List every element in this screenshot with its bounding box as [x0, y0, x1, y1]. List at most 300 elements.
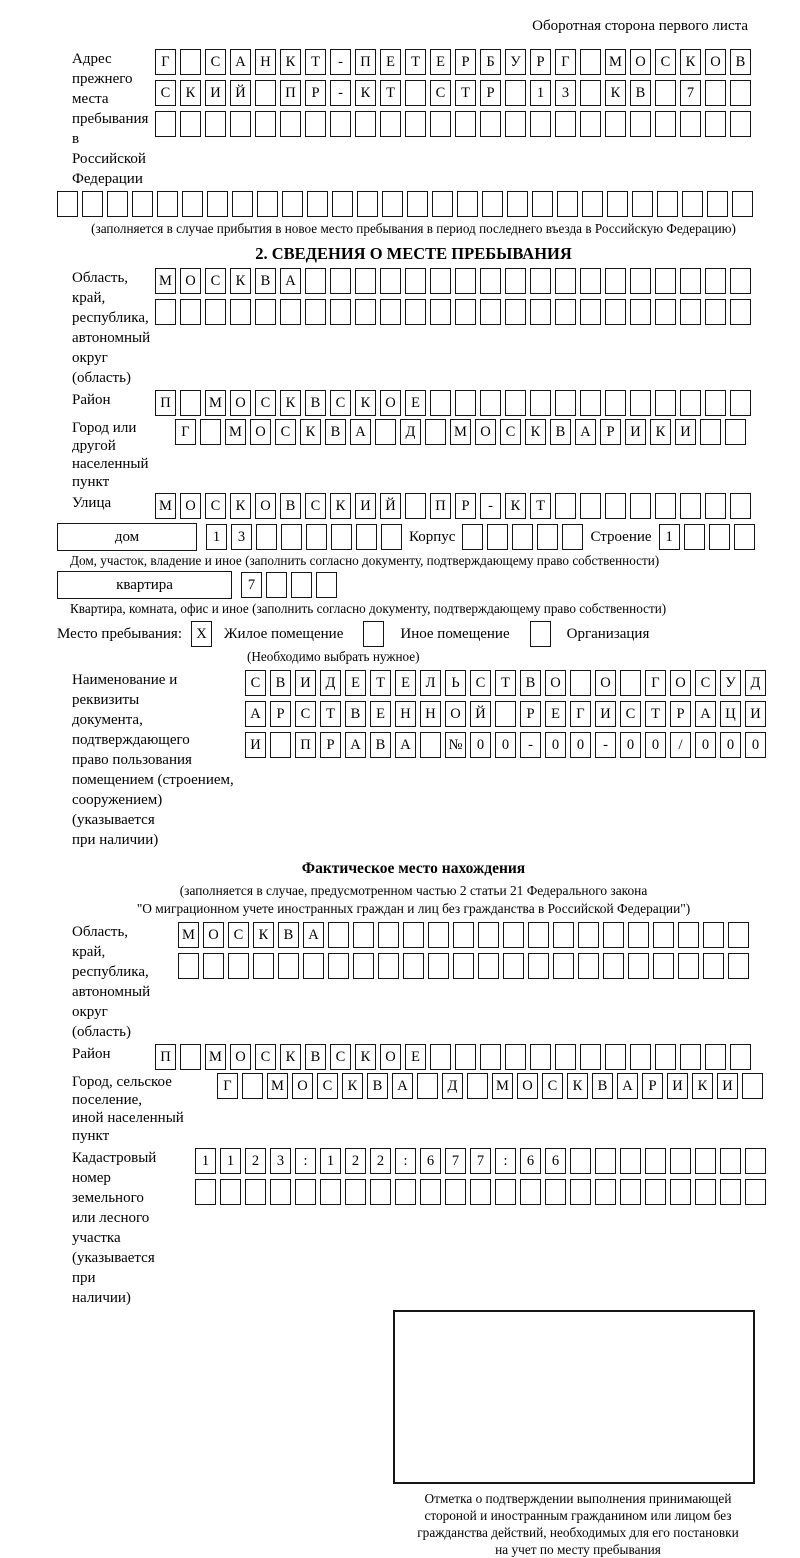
- char-box[interactable]: [505, 299, 526, 325]
- char-box[interactable]: С: [655, 49, 676, 75]
- char-box[interactable]: Т: [455, 80, 476, 106]
- char-box[interactable]: [420, 732, 441, 758]
- char-box[interactable]: [345, 1179, 366, 1205]
- char-box[interactable]: Г: [570, 701, 591, 727]
- char-box[interactable]: Т: [405, 49, 426, 75]
- char-box[interactable]: [545, 1179, 566, 1205]
- char-box[interactable]: Н: [255, 49, 276, 75]
- char-box[interactable]: К: [280, 1044, 301, 1070]
- char-box[interactable]: [655, 80, 676, 106]
- char-box[interactable]: [730, 111, 751, 137]
- char-box[interactable]: [582, 191, 603, 217]
- char-box[interactable]: 2: [345, 1148, 366, 1174]
- char-box[interactable]: [745, 1179, 766, 1205]
- char-box[interactable]: [580, 1044, 601, 1070]
- char-box[interactable]: [742, 1073, 763, 1099]
- char-box[interactable]: Е: [395, 670, 416, 696]
- char-box[interactable]: [230, 299, 251, 325]
- char-box[interactable]: [255, 111, 276, 137]
- char-box[interactable]: [680, 268, 701, 294]
- char-box[interactable]: [430, 268, 451, 294]
- char-box[interactable]: [507, 191, 528, 217]
- char-box[interactable]: [728, 953, 749, 979]
- char-box[interactable]: [242, 1073, 263, 1099]
- char-box[interactable]: К: [680, 49, 701, 75]
- char-box[interactable]: [730, 80, 751, 106]
- char-box[interactable]: В: [305, 390, 326, 416]
- char-box[interactable]: Д: [745, 670, 766, 696]
- char-box[interactable]: С: [228, 922, 249, 948]
- char-box[interactable]: [328, 922, 349, 948]
- char-box[interactable]: Р: [455, 493, 476, 519]
- char-box[interactable]: [303, 953, 324, 979]
- char-box[interactable]: [405, 80, 426, 106]
- char-box[interactable]: А: [345, 732, 366, 758]
- char-box[interactable]: И: [595, 701, 616, 727]
- char-box[interactable]: [705, 299, 726, 325]
- char-box[interactable]: 0: [695, 732, 716, 758]
- char-box[interactable]: [331, 524, 352, 550]
- char-box[interactable]: [720, 1179, 741, 1205]
- char-box[interactable]: [620, 1179, 641, 1205]
- char-box[interactable]: [670, 1179, 691, 1205]
- char-box[interactable]: К: [650, 419, 671, 445]
- char-box[interactable]: Т: [380, 80, 401, 106]
- char-box[interactable]: И: [295, 670, 316, 696]
- char-box[interactable]: И: [625, 419, 646, 445]
- char-box[interactable]: [580, 111, 601, 137]
- char-box[interactable]: [605, 493, 626, 519]
- char-box[interactable]: [306, 524, 327, 550]
- char-box[interactable]: С: [245, 670, 266, 696]
- char-box[interactable]: Р: [520, 701, 541, 727]
- char-box[interactable]: 7: [470, 1148, 491, 1174]
- char-box[interactable]: [580, 80, 601, 106]
- char-box[interactable]: [403, 922, 424, 948]
- char-box[interactable]: К: [567, 1073, 588, 1099]
- stay-type-checkbox-other[interactable]: [363, 621, 384, 647]
- char-box[interactable]: [732, 191, 753, 217]
- char-box[interactable]: [295, 1179, 316, 1205]
- char-box[interactable]: [182, 191, 203, 217]
- char-box[interactable]: [255, 299, 276, 325]
- char-box[interactable]: О: [545, 670, 566, 696]
- char-box[interactable]: О: [203, 922, 224, 948]
- char-box[interactable]: А: [392, 1073, 413, 1099]
- char-box[interactable]: [530, 1044, 551, 1070]
- char-box[interactable]: [407, 191, 428, 217]
- char-box[interactable]: [425, 419, 446, 445]
- char-box[interactable]: [505, 80, 526, 106]
- char-box[interactable]: В: [280, 493, 301, 519]
- char-box[interactable]: [307, 191, 328, 217]
- char-box[interactable]: [532, 191, 553, 217]
- char-box[interactable]: [280, 111, 301, 137]
- char-box[interactable]: [630, 268, 651, 294]
- char-box[interactable]: [682, 191, 703, 217]
- char-box[interactable]: [207, 191, 228, 217]
- char-box[interactable]: [645, 1148, 666, 1174]
- char-box[interactable]: [630, 299, 651, 325]
- char-box[interactable]: [703, 953, 724, 979]
- char-box[interactable]: 1: [320, 1148, 341, 1174]
- char-box[interactable]: У: [505, 49, 526, 75]
- char-box[interactable]: [480, 390, 501, 416]
- char-box[interactable]: [462, 524, 483, 550]
- char-box[interactable]: [530, 299, 551, 325]
- char-box[interactable]: В: [520, 670, 541, 696]
- char-box[interactable]: /: [670, 732, 691, 758]
- char-box[interactable]: [655, 111, 676, 137]
- char-box[interactable]: [578, 922, 599, 948]
- char-box[interactable]: [453, 953, 474, 979]
- char-box[interactable]: [605, 1044, 626, 1070]
- char-box[interactable]: [256, 524, 277, 550]
- char-box[interactable]: 3: [231, 524, 252, 550]
- char-box[interactable]: [455, 268, 476, 294]
- char-box[interactable]: [455, 111, 476, 137]
- char-box[interactable]: О: [705, 49, 726, 75]
- char-box[interactable]: Г: [155, 49, 176, 75]
- char-box[interactable]: О: [230, 1044, 251, 1070]
- char-box[interactable]: И: [245, 732, 266, 758]
- char-box[interactable]: [205, 111, 226, 137]
- char-box[interactable]: [378, 953, 399, 979]
- char-box[interactable]: К: [230, 493, 251, 519]
- char-box[interactable]: [430, 1044, 451, 1070]
- char-box[interactable]: [278, 953, 299, 979]
- char-box[interactable]: [395, 1179, 416, 1205]
- char-box[interactable]: О: [380, 390, 401, 416]
- char-box[interactable]: [417, 1073, 438, 1099]
- char-box[interactable]: С: [330, 390, 351, 416]
- char-box[interactable]: [495, 701, 516, 727]
- char-box[interactable]: [555, 390, 576, 416]
- char-box[interactable]: 1: [195, 1148, 216, 1174]
- char-box[interactable]: К: [525, 419, 546, 445]
- char-box[interactable]: 0: [620, 732, 641, 758]
- char-box[interactable]: [695, 1148, 716, 1174]
- char-box[interactable]: [420, 1179, 441, 1205]
- char-box[interactable]: [180, 49, 201, 75]
- char-box[interactable]: Г: [175, 419, 196, 445]
- char-box[interactable]: Д: [442, 1073, 463, 1099]
- char-box[interactable]: [445, 1179, 466, 1205]
- char-box[interactable]: П: [430, 493, 451, 519]
- char-box[interactable]: [487, 524, 508, 550]
- char-box[interactable]: [155, 299, 176, 325]
- char-box[interactable]: [655, 493, 676, 519]
- char-box[interactable]: А: [350, 419, 371, 445]
- char-box[interactable]: [555, 111, 576, 137]
- char-box[interactable]: [578, 953, 599, 979]
- char-box[interactable]: [220, 1179, 241, 1205]
- char-box[interactable]: К: [330, 493, 351, 519]
- char-box[interactable]: А: [395, 732, 416, 758]
- char-box[interactable]: [530, 390, 551, 416]
- char-box[interactable]: Д: [320, 670, 341, 696]
- char-box[interactable]: -: [595, 732, 616, 758]
- char-box[interactable]: 7: [241, 572, 262, 598]
- char-box[interactable]: [628, 953, 649, 979]
- char-box[interactable]: 1: [530, 80, 551, 106]
- char-box[interactable]: [316, 572, 337, 598]
- char-box[interactable]: [330, 268, 351, 294]
- char-box[interactable]: С: [205, 493, 226, 519]
- char-box[interactable]: [405, 493, 426, 519]
- char-box[interactable]: Т: [530, 493, 551, 519]
- char-box[interactable]: Ц: [720, 701, 741, 727]
- char-box[interactable]: [467, 1073, 488, 1099]
- char-box[interactable]: [680, 1044, 701, 1070]
- char-box[interactable]: Р: [480, 80, 501, 106]
- char-box[interactable]: [555, 299, 576, 325]
- char-box[interactable]: [428, 953, 449, 979]
- char-box[interactable]: [195, 1179, 216, 1205]
- char-box[interactable]: [255, 80, 276, 106]
- char-box[interactable]: К: [505, 493, 526, 519]
- char-box[interactable]: [282, 191, 303, 217]
- char-box[interactable]: А: [280, 268, 301, 294]
- char-box[interactable]: [730, 493, 751, 519]
- char-box[interactable]: В: [630, 80, 651, 106]
- char-box[interactable]: [305, 299, 326, 325]
- char-box[interactable]: [620, 670, 641, 696]
- char-box[interactable]: 0: [470, 732, 491, 758]
- char-box[interactable]: [180, 1044, 201, 1070]
- char-box[interactable]: [628, 922, 649, 948]
- char-box[interactable]: -: [520, 732, 541, 758]
- char-box[interactable]: В: [345, 701, 366, 727]
- char-box[interactable]: [678, 953, 699, 979]
- char-box[interactable]: [653, 953, 674, 979]
- char-box[interactable]: [132, 191, 153, 217]
- char-box[interactable]: С: [500, 419, 521, 445]
- char-box[interactable]: М: [605, 49, 626, 75]
- char-box[interactable]: [505, 111, 526, 137]
- char-box[interactable]: [305, 268, 326, 294]
- stay-type-checkbox-residential[interactable]: X: [191, 621, 212, 647]
- char-box[interactable]: [655, 268, 676, 294]
- char-box[interactable]: Н: [395, 701, 416, 727]
- char-box[interactable]: А: [230, 49, 251, 75]
- char-box[interactable]: [405, 268, 426, 294]
- char-box[interactable]: В: [270, 670, 291, 696]
- char-box[interactable]: [655, 1044, 676, 1070]
- char-box[interactable]: [705, 390, 726, 416]
- char-box[interactable]: К: [280, 390, 301, 416]
- char-box[interactable]: 6: [545, 1148, 566, 1174]
- stay-type-checkbox-organization[interactable]: [530, 621, 551, 647]
- char-box[interactable]: И: [717, 1073, 738, 1099]
- char-box[interactable]: К: [692, 1073, 713, 1099]
- char-box[interactable]: М: [225, 419, 246, 445]
- char-box[interactable]: Е: [370, 701, 391, 727]
- char-box[interactable]: [405, 299, 426, 325]
- char-box[interactable]: Г: [555, 49, 576, 75]
- char-box[interactable]: [203, 953, 224, 979]
- char-box[interactable]: М: [267, 1073, 288, 1099]
- char-box[interactable]: [553, 922, 574, 948]
- char-box[interactable]: [455, 1044, 476, 1070]
- char-box[interactable]: Д: [400, 419, 421, 445]
- char-box[interactable]: [205, 299, 226, 325]
- char-box[interactable]: В: [370, 732, 391, 758]
- char-box[interactable]: О: [255, 493, 276, 519]
- char-box[interactable]: 3: [270, 1148, 291, 1174]
- char-box[interactable]: [370, 1179, 391, 1205]
- char-box[interactable]: [505, 268, 526, 294]
- char-box[interactable]: [570, 1179, 591, 1205]
- char-box[interactable]: [455, 390, 476, 416]
- char-box[interactable]: О: [250, 419, 271, 445]
- char-box[interactable]: :: [295, 1148, 316, 1174]
- char-box[interactable]: [705, 80, 726, 106]
- char-box[interactable]: 3: [555, 80, 576, 106]
- char-box[interactable]: 0: [570, 732, 591, 758]
- char-box[interactable]: О: [292, 1073, 313, 1099]
- char-box[interactable]: И: [675, 419, 696, 445]
- char-box[interactable]: -: [330, 49, 351, 75]
- char-box[interactable]: [503, 953, 524, 979]
- char-box[interactable]: [630, 493, 651, 519]
- char-box[interactable]: [580, 299, 601, 325]
- char-box[interactable]: [180, 390, 201, 416]
- char-box[interactable]: [605, 111, 626, 137]
- char-box[interactable]: [245, 1179, 266, 1205]
- char-box[interactable]: -: [480, 493, 501, 519]
- char-box[interactable]: [645, 1179, 666, 1205]
- char-box[interactable]: И: [745, 701, 766, 727]
- char-box[interactable]: С: [330, 1044, 351, 1070]
- char-box[interactable]: У: [720, 670, 741, 696]
- char-box[interactable]: [270, 1179, 291, 1205]
- char-box[interactable]: [330, 299, 351, 325]
- char-box[interactable]: А: [303, 922, 324, 948]
- char-box[interactable]: Й: [380, 493, 401, 519]
- char-box[interactable]: И: [355, 493, 376, 519]
- char-box[interactable]: О: [517, 1073, 538, 1099]
- char-box[interactable]: 0: [545, 732, 566, 758]
- char-box[interactable]: [405, 111, 426, 137]
- char-box[interactable]: [478, 953, 499, 979]
- char-box[interactable]: Т: [645, 701, 666, 727]
- char-box[interactable]: К: [253, 922, 274, 948]
- char-box[interactable]: [580, 493, 601, 519]
- char-box[interactable]: [281, 524, 302, 550]
- char-box[interactable]: [280, 299, 301, 325]
- char-box[interactable]: О: [180, 493, 201, 519]
- char-box[interactable]: С: [317, 1073, 338, 1099]
- char-box[interactable]: Е: [345, 670, 366, 696]
- char-box[interactable]: В: [550, 419, 571, 445]
- char-box[interactable]: 2: [370, 1148, 391, 1174]
- char-box[interactable]: К: [342, 1073, 363, 1099]
- char-box[interactable]: [178, 953, 199, 979]
- char-box[interactable]: М: [205, 1044, 226, 1070]
- char-box[interactable]: [653, 922, 674, 948]
- char-box[interactable]: М: [155, 268, 176, 294]
- char-box[interactable]: М: [178, 922, 199, 948]
- char-box[interactable]: Й: [470, 701, 491, 727]
- char-box[interactable]: Н: [420, 701, 441, 727]
- char-box[interactable]: С: [470, 670, 491, 696]
- char-box[interactable]: [553, 953, 574, 979]
- char-box[interactable]: [657, 191, 678, 217]
- char-box[interactable]: [332, 191, 353, 217]
- char-box[interactable]: С: [205, 49, 226, 75]
- char-box[interactable]: П: [295, 732, 316, 758]
- char-box[interactable]: [680, 299, 701, 325]
- char-box[interactable]: А: [245, 701, 266, 727]
- char-box[interactable]: [630, 111, 651, 137]
- char-box[interactable]: К: [180, 80, 201, 106]
- char-box[interactable]: [705, 111, 726, 137]
- char-box[interactable]: [480, 268, 501, 294]
- char-box[interactable]: [330, 111, 351, 137]
- char-box[interactable]: [700, 419, 721, 445]
- char-box[interactable]: -: [330, 80, 351, 106]
- char-box[interactable]: [725, 419, 746, 445]
- char-box[interactable]: [512, 524, 533, 550]
- char-box[interactable]: [291, 572, 312, 598]
- char-box[interactable]: [180, 111, 201, 137]
- char-box[interactable]: [705, 268, 726, 294]
- char-box[interactable]: О: [475, 419, 496, 445]
- char-box[interactable]: О: [595, 670, 616, 696]
- char-box[interactable]: С: [255, 1044, 276, 1070]
- char-box[interactable]: [730, 1044, 751, 1070]
- char-box[interactable]: [320, 1179, 341, 1205]
- char-box[interactable]: [530, 268, 551, 294]
- char-box[interactable]: [482, 191, 503, 217]
- char-box[interactable]: [728, 922, 749, 948]
- char-box[interactable]: [230, 111, 251, 137]
- char-box[interactable]: [353, 922, 374, 948]
- char-box[interactable]: [478, 922, 499, 948]
- char-box[interactable]: [232, 191, 253, 217]
- char-box[interactable]: Р: [642, 1073, 663, 1099]
- char-box[interactable]: С: [155, 80, 176, 106]
- char-box[interactable]: [562, 524, 583, 550]
- char-box[interactable]: [555, 268, 576, 294]
- char-box[interactable]: В: [367, 1073, 388, 1099]
- char-box[interactable]: В: [730, 49, 751, 75]
- char-box[interactable]: 7: [445, 1148, 466, 1174]
- char-box[interactable]: С: [542, 1073, 563, 1099]
- char-box[interactable]: [380, 299, 401, 325]
- char-box[interactable]: И: [667, 1073, 688, 1099]
- char-box[interactable]: [580, 268, 601, 294]
- char-box[interactable]: Е: [405, 390, 426, 416]
- char-box[interactable]: К: [355, 80, 376, 106]
- char-box[interactable]: [480, 1044, 501, 1070]
- char-box[interactable]: [603, 953, 624, 979]
- char-box[interactable]: [680, 390, 701, 416]
- char-box[interactable]: [381, 524, 402, 550]
- char-box[interactable]: [530, 111, 551, 137]
- char-box[interactable]: К: [300, 419, 321, 445]
- char-box[interactable]: [378, 922, 399, 948]
- char-box[interactable]: [266, 572, 287, 598]
- char-box[interactable]: [432, 191, 453, 217]
- char-box[interactable]: [403, 953, 424, 979]
- char-box[interactable]: [678, 922, 699, 948]
- char-box[interactable]: [670, 1148, 691, 1174]
- char-box[interactable]: М: [492, 1073, 513, 1099]
- char-box[interactable]: П: [355, 49, 376, 75]
- char-box[interactable]: Р: [270, 701, 291, 727]
